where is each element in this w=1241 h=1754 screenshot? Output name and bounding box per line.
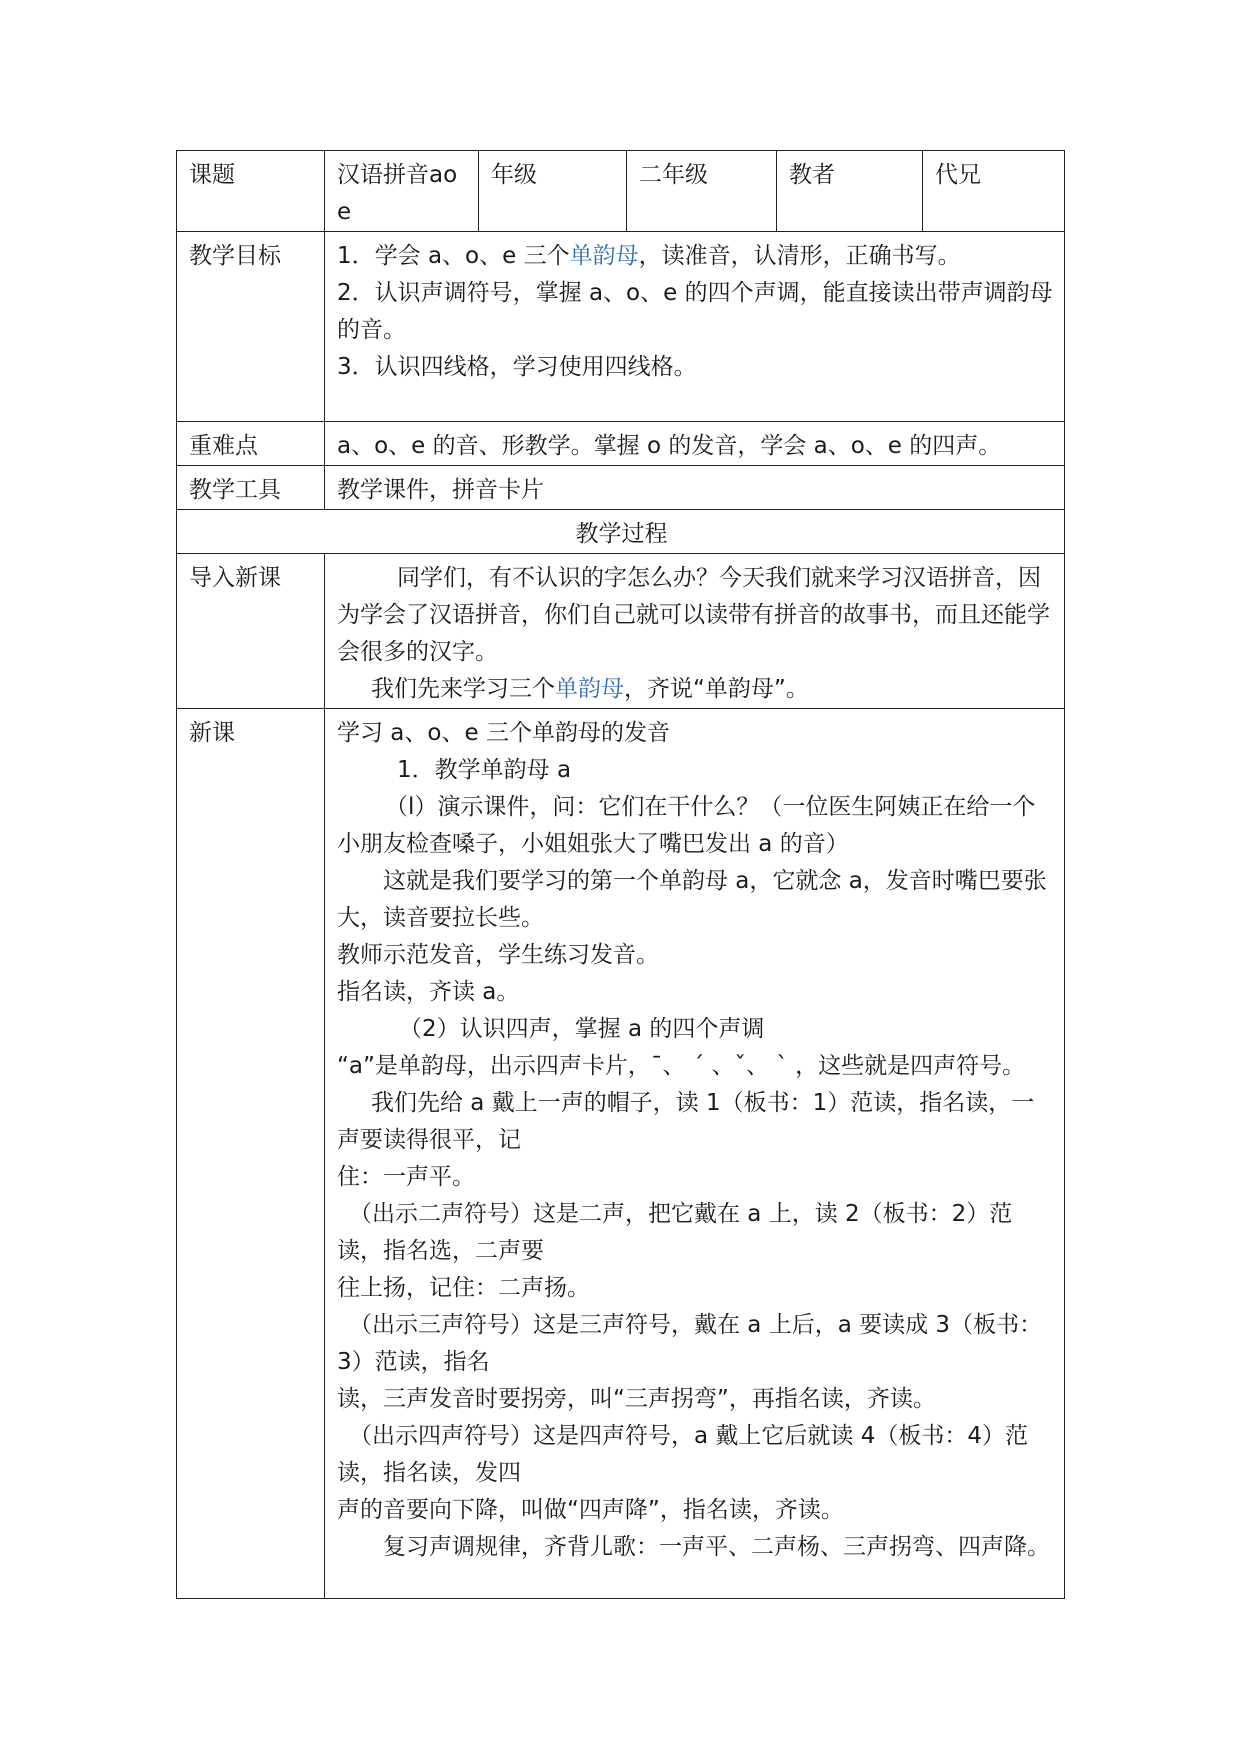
intro-label: 导入新课 xyxy=(177,554,325,709)
teacher-label: 教者 xyxy=(777,151,923,232)
objectives-row xyxy=(177,232,1065,422)
topic-value: 汉语拼音aoe xyxy=(325,151,479,232)
lesson-line: （2）认识四声，掌握 a 的四个声调 xyxy=(399,1016,765,1042)
difficulty-text: a、o、e 的音、形教学。掌握 o 的发音，学会 a、o、e 的四声。 xyxy=(325,422,1065,466)
difficulty-row xyxy=(177,422,1065,466)
intro-content xyxy=(325,554,1065,709)
new-lesson-content xyxy=(325,709,1065,1599)
intro-row xyxy=(177,554,1065,709)
process-title-row xyxy=(177,510,1065,554)
new-lesson-row xyxy=(177,709,1065,1599)
objectives-content xyxy=(325,232,1065,422)
lesson-line: （出示四声符号）这是四声符号，a 戴上它后就读 4（板书：4）范读，指名读，发四 xyxy=(337,1423,1028,1486)
lesson-line: 这就是我们要学习的第一个单韵母 a，它就念 a，发音时嘴巴要张大，读音要拉长些。 xyxy=(337,868,1047,931)
lesson-line: 指名读，齐读 a。 xyxy=(337,979,520,1005)
lesson-line: （出示三声符号）这是三声符号，戴在 a 上后，a 要读成 3（板书：3）范读，指名 xyxy=(337,1312,1043,1375)
objective-link: 单韵母 xyxy=(569,243,639,269)
objective-1: 1．学会 a、o、e 三个单韵母，读准音，认清形，正确书写。 xyxy=(337,243,961,269)
objectives-label: 教学目标 xyxy=(177,232,325,422)
lesson-line: （l）演示课件，问：它们在干什么？（一位医生阿姨正在给一个小朋友检查嗓子，小姐姐张大了嘴巴发出 a 的音） xyxy=(337,794,1036,857)
lesson-line: 声的音要向下降，叫做“四声降”，指名读，齐读。 xyxy=(337,1497,844,1523)
intro-para-2: 我们先来学习三个单韵母，齐说“单韵母”。 xyxy=(371,676,809,702)
new-lesson-label: 新课 xyxy=(177,709,325,1599)
lesson-line: （出示二声符号）这是二声，把它戴在 a 上，读 2（板书：2）范读，指名选，二声要 xyxy=(337,1201,1013,1264)
tools-text: 教学课件，拼音卡片 xyxy=(325,466,1065,510)
topic-label: 课题 xyxy=(177,151,325,232)
grade-value: 二年级 xyxy=(627,151,777,232)
process-title: 教学过程 xyxy=(177,510,1065,554)
lesson-line: 学习 a、o、e 三个单韵母的发音 xyxy=(337,720,670,746)
tools-label: 教学工具 xyxy=(177,466,325,510)
lesson-line: 1．教学单韵母 a xyxy=(397,757,572,783)
header-row xyxy=(177,151,1065,232)
lesson-line: 教师示范发音，学生练习发音。 xyxy=(337,942,659,968)
tools-row xyxy=(177,466,1065,510)
intro-para-1: 同学们，有不认识的字怎么办？今天我们就来学习汉语拼音，因为学会了汉语拼音，你们自己就可以读带有拼音的故事书，而且还能学会很多的汉字。 xyxy=(337,565,1050,665)
lesson-line: 住：一声平。 xyxy=(337,1164,475,1190)
lesson-line: 往上扬，记住：二声扬。 xyxy=(337,1275,590,1301)
lesson-plan-table xyxy=(176,150,1065,1599)
lesson-line: “a”是单韵母，出示四声卡片，ˉ、 ˊ 、ˇ、 ˋ ，这些就是四声符号。 xyxy=(337,1053,1026,1079)
difficulty-label: 重难点 xyxy=(177,422,325,466)
objective-2: 2．认识声调符号，掌握 a、o、e 的四个声调，能直接读出带声调韵母的音。 xyxy=(337,280,1053,343)
teacher-value: 代兄 xyxy=(923,151,1065,232)
lesson-line: 我们先给 a 戴上一声的帽子，读 1（板书：1）范读，指名读，一声要读得很平，记 xyxy=(337,1090,1035,1153)
lesson-line: 读，三声发音时要拐旁，叫“三声拐弯”，再指名读，齐读。 xyxy=(337,1386,936,1412)
objective-3: 3．认识四线格，学习使用四线格。 xyxy=(337,354,697,380)
intro-link: 单韵母 xyxy=(555,676,624,702)
grade-label: 年级 xyxy=(479,151,627,232)
lesson-line: 复习声调规律，齐背儿歌：一声平、二声杨、三声拐弯、四声降。 xyxy=(383,1534,1050,1560)
